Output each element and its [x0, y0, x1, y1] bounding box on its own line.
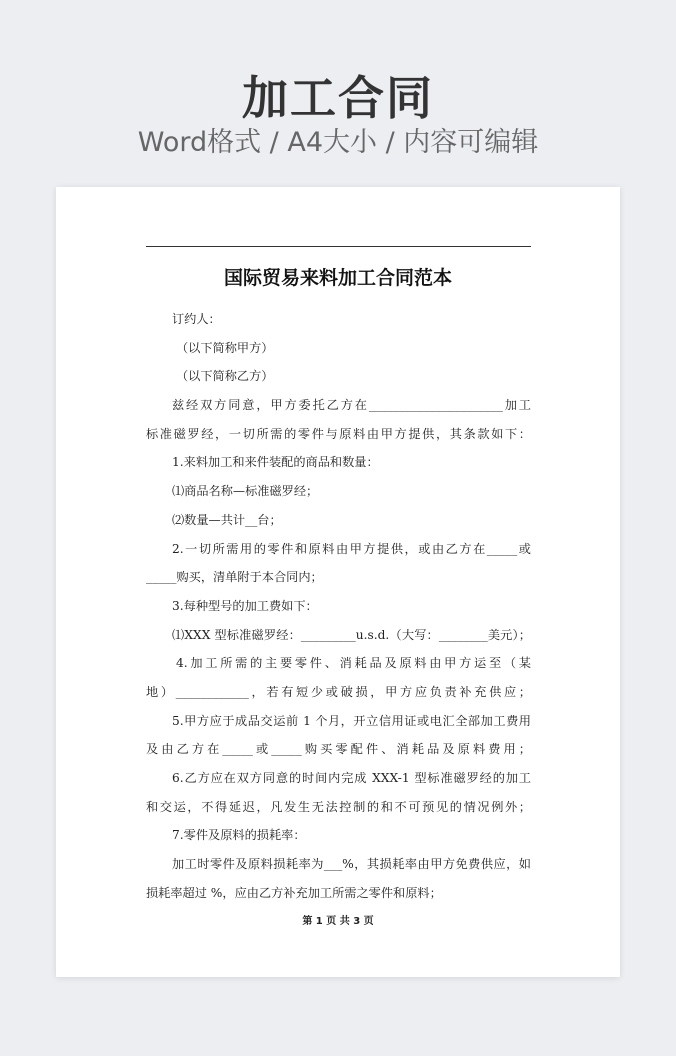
text-line: 订约人： [172, 312, 221, 326]
text-line: 4.加工所需的主要零件、消耗品及原料由甲方运至（某 [176, 656, 531, 671]
text-line: 及由乙方在_____或_____购买零配件、消耗品及原料费用； [146, 742, 531, 757]
page-number: 第 1 页 共 3 页 [302, 916, 374, 927]
text-line: 兹经双方同意，甲方委托乙方在______________________加工 [172, 398, 531, 413]
text-line: ⑵数量—共计__台； [172, 512, 282, 527]
promo-title: 加工合同 [242, 71, 434, 125]
text-line: ⑴XXX 型标准磁罗经：_________u.s.d.（大写：________美元）； [172, 627, 531, 642]
text-line: （以下简称甲方） [176, 340, 274, 355]
text-line: 6.乙方应在双方同意的时间内完成 XXX-1 型标准磁罗经的加工 [172, 771, 531, 785]
text-line: 地）____________，若有短少或破损，甲方应负责补充供应； [146, 684, 531, 699]
header-rule [146, 246, 531, 247]
promo-subtitle: Word格式 / A4大小 / 内容可编辑 [137, 127, 539, 158]
text-line: （以下简称乙方） [176, 369, 274, 384]
text-line: 损耗率超过 %，应由乙方补充加工所需之零件和原料； [146, 885, 442, 900]
document-title: 国际贸易来料加工合同范本 [223, 267, 452, 289]
text-line: 和交运，不得延迟，凡发生无法控制的和不可预见的情况例外； [146, 799, 531, 814]
text-line: 1.来料加工和来件装配的商品和数量： [172, 455, 379, 470]
text-line: ⑴商品名称—标准磁罗经； [172, 484, 319, 499]
text-line: 标准磁罗经，一切所需的零件与原料由甲方提供，其条款如下： [146, 426, 531, 441]
text-line: 3.每种型号的加工费如下： [172, 598, 318, 613]
text-line: _____购买，清单附于本合同内； [146, 570, 323, 585]
text-line: 2.一切所需用的零件和原料由甲方提供，或由乙方在_____或 [172, 541, 531, 556]
text-line: 7.零件及原料的损耗率： [172, 828, 306, 843]
document-body [146, 305, 531, 907]
text-line: 5.甲方应于成品交运前 1 个月，开立信用证或电汇全部加工费用 [172, 713, 531, 728]
text-line: 加工时零件及原料损耗率为___%，其损耗率由甲方免费供应，如 [172, 857, 531, 872]
document-page [56, 187, 620, 977]
